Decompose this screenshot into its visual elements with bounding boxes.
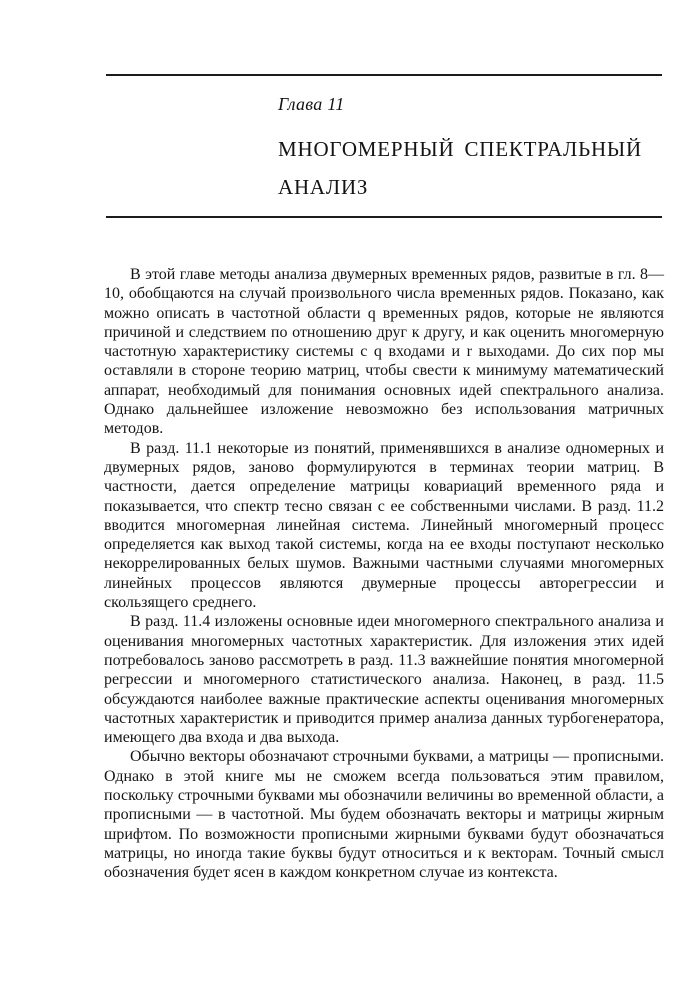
paragraph-2: В разд. 11.1 некоторые из понятий, применявшихся в анализе одномерных и двумерных рядов, заново формулируются в терминах теории матриц. В частности, дается определение матрицы ковариаций временного ряда и показывается, что спектр тесно связан с ее собственными числами. В разд. 11.2 вводится многомерная линейная система. Линейный многомерный процесс определяется как выход такой системы, когда на ее входы поступают несколько некоррелированных белых шумов. Важными частными случаями многомерных линейных процессов являются двумерные процессы авторегрессии и скользящего среднего. bbox=[104, 439, 664, 612]
chapter-label: Глава 11 bbox=[278, 94, 345, 114]
paragraph-1: В этой главе методы анализа двумерных временных рядов, развитые в гл. 8—10, обобщаются на случай произвольного числа временных рядов. Показано, как можно описать в частотной области q временных рядов, которые не являются причиной и следствием по отношению друг к другу, и как оценить многомерную частотную характеристику системы с q входами и r выходами. До сих пор мы оставляли в стороне теорию матриц, чтобы свести к минимуму математический аппарат, необходимый для понимания основных идей спектрального анализа. Однако дальнейшее изложение невозможно без использования матричных методов. bbox=[104, 266, 664, 438]
chapter-title: МНОГОМЕРНЫЙ СПЕКТРАЛЬНЫЙ АНАЛИЗ bbox=[278, 137, 642, 199]
chapter-body bbox=[104, 265, 664, 883]
paragraph-4: Обычно векторы обозначают строчными буквами, а матрицы — прописными. Однако в этой книге мы не сможем всегда пользоваться этим правилом, поскольку строчными буквами мы обозначили величины во временной области, а прописными — в частотной. Мы будем обозначать векторы и матрицы жирным шрифтом. По возможности прописными жирными буквами будут обозначаться матрицы, но иногда такие буквы будут относиться и к векторам. Точный смысл обозначения будет ясен в каждом конкретном случае из контекста. bbox=[104, 748, 664, 882]
bottom-rule bbox=[106, 216, 662, 218]
top-rule bbox=[106, 74, 662, 76]
paragraph-3: В разд. 11.4 изложены основные идеи многомерного спектрального анализа и оценивания многомерных частотных характеристик. Для изложения этих идей потребовалось заново рассмотреть в разд. 11.3 важнейшие понятия многомерной регрессии и многомерного статистического анализа. Наконец, в разд. 11.5 обсуждаются наиболее важные практические аспекты оценивания многомерных частотных характеристик и приводится пример анализа данных турбогенератора, имеющего два входа и два выхода. bbox=[104, 613, 664, 747]
